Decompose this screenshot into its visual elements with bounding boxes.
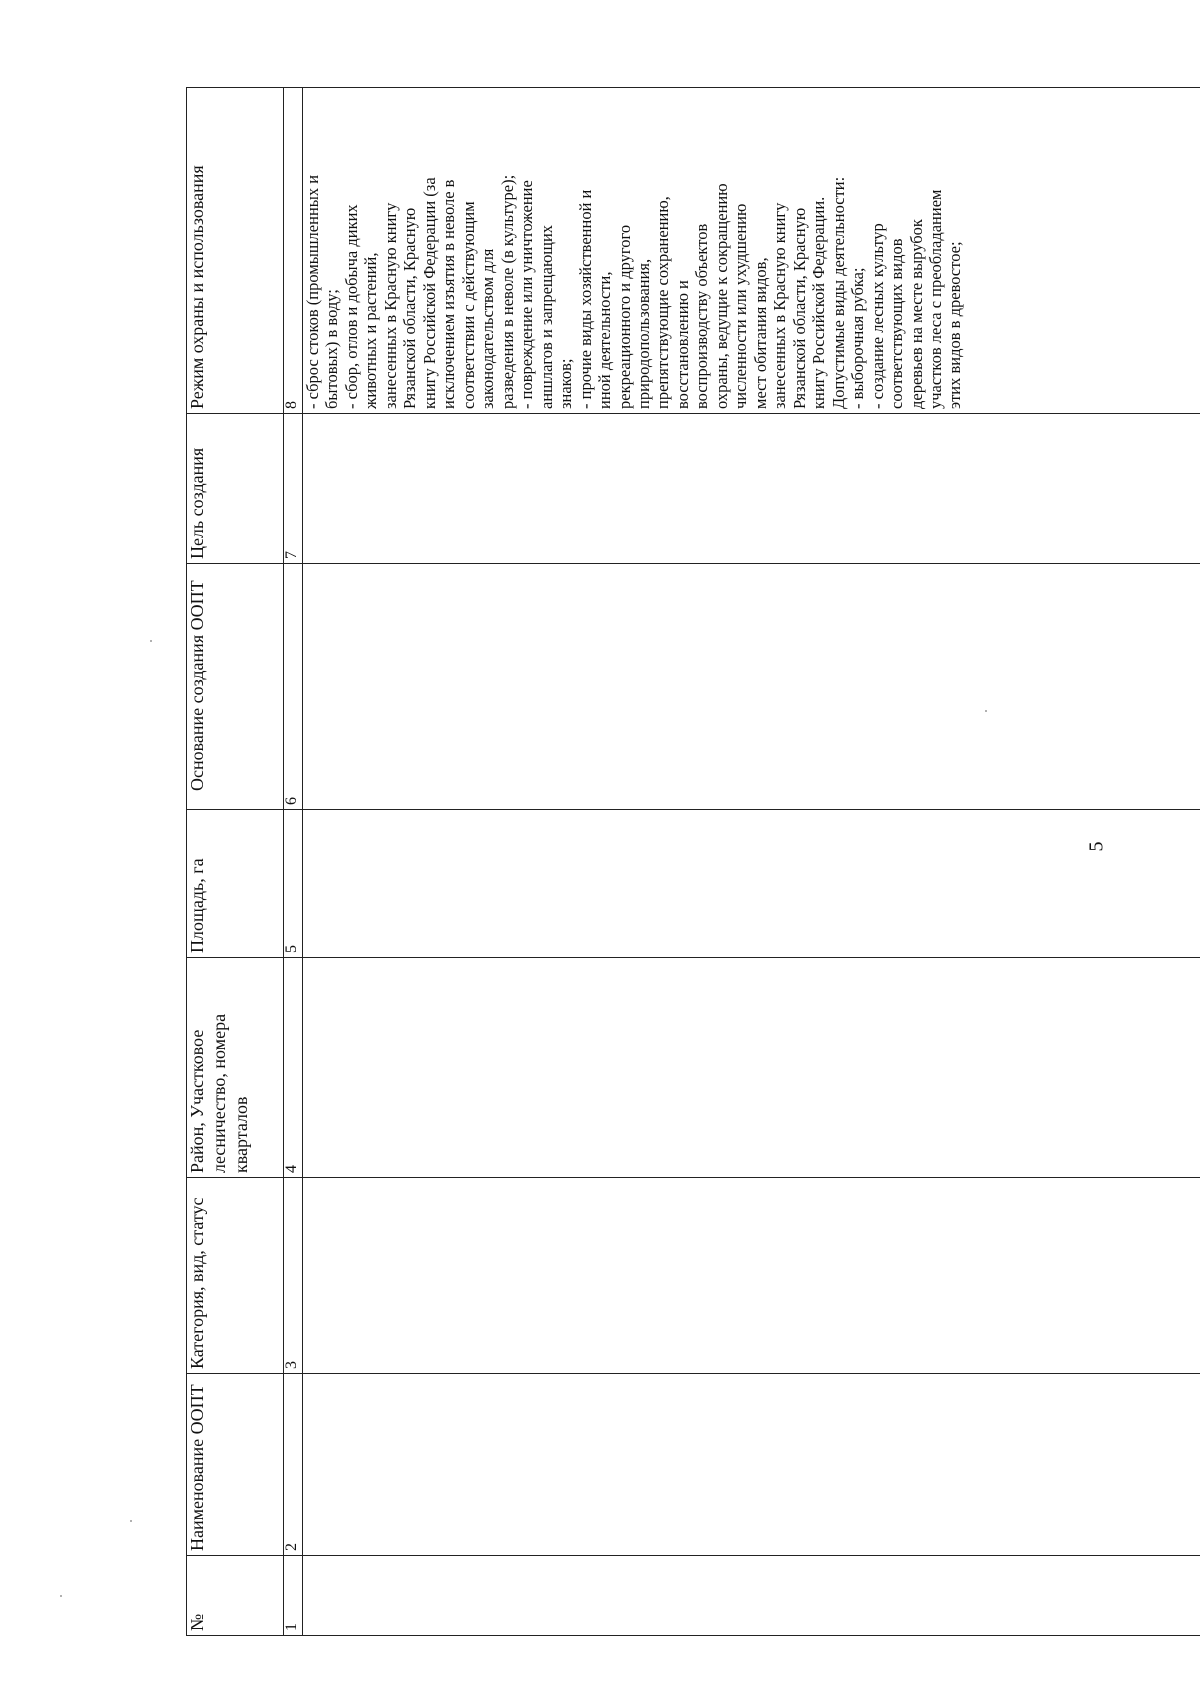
cell-purpose: [303, 414, 1200, 564]
cell-basis: [303, 564, 1200, 810]
column-number: 4: [284, 958, 303, 1178]
regime-line: природопользования,: [633, 258, 653, 409]
regime-line: рекреационного и другого: [614, 224, 634, 409]
regime-line: численности или ухудшению: [731, 203, 751, 409]
regime-line: этих видов в древостое;: [945, 241, 965, 409]
regime-line: знаков;: [556, 358, 576, 409]
header-category: Категория, вид, статус: [187, 1178, 284, 1374]
scan-speck: [130, 1520, 132, 1522]
regime-line: соответствующих видов: [887, 238, 907, 409]
cell-name: [303, 1374, 1200, 1556]
regime-line: - сбор, отлов и добыча диких: [341, 204, 361, 409]
column-number-row: [284, 88, 303, 1636]
column-number: 3: [284, 1178, 303, 1374]
regime-line: законодательством для: [478, 248, 498, 409]
cell-district: [303, 958, 1200, 1178]
regime-line: занесенных в Красную книгу: [380, 202, 400, 409]
regime-line: исключением изъятия в неволе в: [439, 179, 459, 409]
column-number: 1: [284, 1556, 303, 1636]
header-district: Район, Участковое лесничество, номера кварталов: [187, 958, 284, 1178]
column-number: 2: [284, 1374, 303, 1556]
regime-line: препятствующие сохранению,: [653, 196, 673, 409]
rotated-page: [186, 88, 1200, 1636]
regime-line: книгу Российской Федерации.: [809, 196, 829, 409]
page-number: 5: [1085, 841, 1108, 852]
cell-category: [303, 1178, 1200, 1374]
cell-number: [303, 1556, 1200, 1636]
regime-line: мест обитания видов,: [750, 257, 770, 409]
regime-line: участков леса с преобладанием: [926, 189, 945, 409]
header-area: Площадь, га: [187, 810, 284, 958]
regime-line: восстановлению и: [672, 280, 692, 409]
regime-line: - сброс стоков (промышленных и: [303, 174, 322, 409]
regime-line: - выборочная рубка;: [848, 267, 868, 409]
regime-line: бытовых) в воду;: [322, 289, 342, 409]
header-number: №: [187, 1556, 284, 1636]
regime-line: Рязанской области, Красную: [400, 207, 420, 409]
column-number: 6: [284, 564, 303, 810]
regime-line: Рязанской области, Красную: [789, 207, 809, 409]
regime-line: иной деятельности,: [595, 271, 615, 409]
regime-line: - повреждение или уничтожение: [517, 180, 537, 409]
regime-line: воспроизводству объектов: [692, 223, 712, 409]
column-number: 8: [284, 88, 303, 414]
regime-line: Допустимые виды деятельности:: [828, 176, 848, 409]
cell-area: [303, 810, 1200, 958]
header-basis: Основание создания ООПТ: [187, 564, 284, 810]
regime-line: книгу Российской Федерации (за: [419, 177, 439, 409]
regime-line: деревьев на месте вырубок: [906, 219, 926, 409]
regime-line: животных и растений,: [361, 252, 381, 409]
header-name: Наименование ООПТ: [187, 1374, 284, 1556]
column-number: 5: [284, 810, 303, 958]
column-number: 7: [284, 414, 303, 564]
regime-line: соответствии с действующим: [458, 201, 478, 409]
header-regime: Режим охраны и использования: [187, 88, 284, 414]
oopt-table: [186, 87, 1200, 1636]
scan-speck: [985, 710, 987, 712]
regime-line: аншлагов и запрещающих: [536, 224, 556, 409]
table-row: [303, 88, 1200, 1636]
scan-speck: [150, 640, 152, 642]
regime-line: охраны, ведущие к сокращению: [711, 183, 731, 409]
regime-line: разведения в неволе (в культуре);: [497, 174, 517, 409]
regime-line: - прочие виды хозяйственной и: [575, 189, 595, 409]
scan-speck: [60, 1595, 62, 1597]
regime-line: занесенных в Красную книгу: [770, 202, 790, 409]
header-row: [187, 88, 284, 1636]
header-purpose: Цель создания: [187, 414, 284, 564]
cell-regime: [303, 88, 1200, 414]
regime-line: - создание лесных культур: [867, 223, 887, 409]
